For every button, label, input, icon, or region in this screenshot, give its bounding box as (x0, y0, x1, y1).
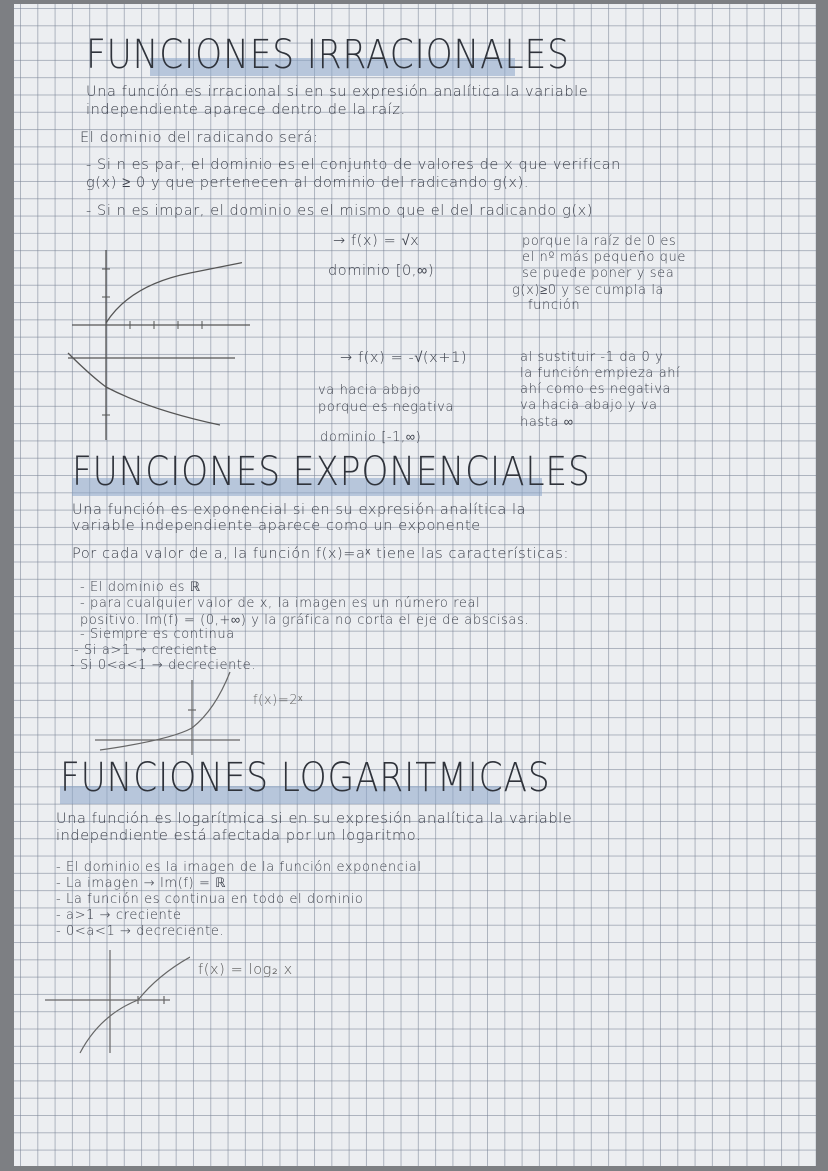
exponential-graph (90, 670, 250, 755)
rule-line: - Si n es impar, el dominio es el mismo que el del radicando g(x) (86, 203, 594, 219)
bullet-item: - El dominio es la imagen de la función exponencial (56, 860, 422, 875)
intro-line: independiente aparece dentro de la raíz. (86, 102, 406, 118)
note-line: al sustituir -1 da 0 y (520, 350, 664, 365)
neg-sqrt-curve (68, 353, 220, 425)
bullet-item: - Si a>1 → creciente (74, 643, 218, 658)
intro-line: variable independiente aparece como un exponente (72, 518, 481, 534)
note-line: porque la raíz de 0 es (522, 234, 677, 249)
log-graph-label: f(x) = log₂ x (198, 962, 293, 978)
note-line: el nº más pequeño que (522, 250, 686, 265)
rule-line: g(x) ≥ 0 y que pertenecen al dominio del radicando g(x). (86, 175, 530, 191)
note-line: g(x)≥0 y se cumpla la (512, 283, 665, 298)
note-line: porque es negativa (318, 400, 455, 415)
section-title-exponenciales: FUNCIONES EXPONENCIALES (72, 449, 591, 495)
log-curve (80, 957, 190, 1053)
bullet-item: - a>1 → creciente (56, 908, 182, 923)
domain-neg-sqrt: dominio [-1,∞) (320, 430, 422, 445)
logarithm-graph (40, 945, 190, 1055)
bullet-item: - Si 0<a<1 → decreciente. (70, 658, 256, 673)
domain-heading: El dominio del radicando será: (80, 130, 319, 146)
section-title-irracionales: FUNCIONES IRRACIONALES (86, 32, 570, 78)
note-line: ahí como es negativa (520, 382, 672, 397)
note-line: se puede poner y sea (522, 266, 675, 281)
sqrt-curve (106, 263, 241, 323)
rule-line: - Si n es par, el dominio es el conjunto de valores de x que verifican (86, 157, 621, 173)
lead-line: Por cada valor de a, la función f(x)=aˣ tiene las características: (72, 546, 569, 562)
section-title-logaritmicas: FUNCIONES LOGARITMICAS (60, 755, 551, 801)
formula-sqrt: → f(x) = √x (333, 233, 420, 249)
intro-line: independiente está afectada por un logaritmo. (56, 828, 422, 844)
domain-sqrt: dominio [0,∞) (328, 263, 435, 279)
note-line: va hacia abajo y va (520, 398, 658, 413)
intro-line: Una función es logarítmica si en su expresión analítica la variable (56, 811, 573, 827)
bullet-item: - El dominio es ℝ (80, 580, 201, 595)
sqrt-graphs (60, 225, 260, 450)
bullet-item: - 0<a<1 → decreciente. (56, 924, 225, 939)
bullet-item: - Siempre es continua (80, 627, 235, 642)
bullet-item: positivo. Im(f) = (0,+∞) y la gráfica no corta el eje de abscisas. (80, 613, 530, 628)
note-line: la función empieza ahí (520, 366, 681, 381)
note-line: función (528, 298, 581, 313)
intro-line: Una función es exponencial si en su expresión analítica la (72, 502, 527, 518)
bullet-item: - La función es continua en todo el dominio (56, 892, 364, 907)
note-line: va hacia abajo (318, 383, 422, 398)
bullet-item: - para cualquier valor de x, la imagen es un número real (80, 596, 481, 611)
note-line: hasta ∞ (520, 415, 574, 430)
exp-graph-label: f(x)=2ˣ (253, 693, 304, 708)
intro-line: Una función es irracional si en su expresión analítica la variable (86, 84, 589, 100)
formula-neg-sqrt: → f(x) = -√(x+1) (340, 350, 468, 366)
bullet-item: - La imagen → Im(f) = ℝ (56, 876, 227, 891)
exp-curve (100, 672, 230, 750)
